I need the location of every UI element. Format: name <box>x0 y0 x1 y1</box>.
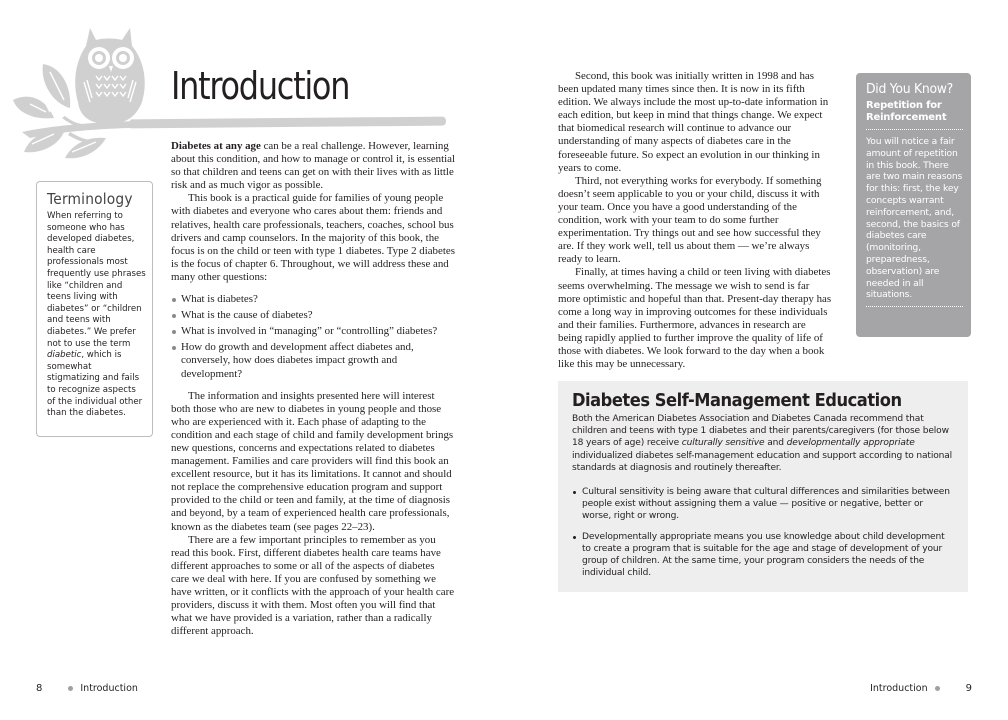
dsme-intro-part: and <box>764 438 787 449</box>
list-item: What is diabetes? <box>171 293 455 306</box>
dsme-bullet-list <box>572 486 954 579</box>
right-page-footer <box>870 683 972 694</box>
paragraph: The information and insights presented here will interest both those who are new to diabetes in young people and those who are experienced with it. Each phase of adapting to the condition and each stage of child and family development brings new questions, concerns and expectations related to diabetes management. Families and care providers will find this book an excellent resource, but it has its limitations. It cannot and should not replace the comprehensive education program and support provided to the child or teen and family, at the time of diagnosis and beyond, by a team of experienced health care professionals, known as the diabetes team (see pages 22–23). <box>171 389 454 533</box>
paragraph: There are a few important principles to remember as you read this book. First, different diabetes health care teams have different approaches to some or all of the aspects of diabetes care we deal with here. If you are confused by something we have written, or it conflicts with the approach of your health care providers, discuss it with them. Most often you will find that what we have provided is a variation, rather than a radically different approach. <box>171 533 455 638</box>
intro-rest: can be a real challenge. However, learning about this condition, and how to manage or control it, is essential so that children and teens can get on with their lives with as little risk and as much vigor as possible. <box>171 140 456 192</box>
paragraph: Finally, at times having a child or teen living with diabetes seems overwhelming. The message we wish to send is far more optimistic and hopeful than that. Present-day therapy has come a long way in improving outcomes for these individuals and their families. Furthermore, advances in research are being rapidly applied to further improve the quality of life of those with diabetes. We look forward to the day when a book like this may be unnecessary. <box>558 266 832 371</box>
terminology-title: Terminology <box>47 190 133 208</box>
paragraph: This book is a practical guide for families of young people with diabetes and everyone who cares about them: friends and relatives, health care professionals, teachers, coaches, school bus drivers and camp counselors. In the majority of this book, the focus is on the child or teen with type 1 diabetes. Type 2 diabetes is the focus of chapter 6. Throughout, we will address these and many other questions: <box>171 192 455 283</box>
paragraph: Second, this book was initially written in 1998 and has been updated many times since then. It is now in its fifth edition. We always include the most up-to-date information in each edition, but keep in mind that things change. We expect that biomedical research will continue to advance our understanding of many aspects of diabetes care in the foreseeable future. So expect an evolution in our thinking in years to come. <box>558 70 829 174</box>
dsme-title: Diabetes Self-Management Education <box>572 391 902 411</box>
bullet-dot-icon <box>935 686 940 691</box>
did-you-know-subtitle: Repetition for Reinforcement <box>866 100 947 123</box>
dsme-intro <box>572 413 954 474</box>
list-item: How do growth and development affect diabetes and, conversely, how does diabetes impact growth and development? <box>171 341 455 380</box>
paragraph: Third, not everything works for everybody. If something doesn’t seem applicable to you or your child, discuss it with your team. Once you have a good understanding of the condition, work with your team to do some further experimentation. Try things out and see how successful they are. If they work well, tell us about them — we’re always ready to learn. <box>558 174 822 266</box>
intro-lead: Diabetes at any age <box>171 140 261 152</box>
dsme-intro-part: Both the American Diabetes Association and Diabetes Canada recommend that children and teens with type 1 diabetes and their parents/caregivers (for those below 18 years of age) receive <box>572 414 949 449</box>
left-page-body <box>171 140 455 638</box>
bullet-dot-icon <box>68 686 73 691</box>
dsme-intro-part: individualized diabetes self-management education and support according to national standards at diagnosis and routinely thereafter. <box>572 450 953 473</box>
running-head: Introduction <box>870 683 928 694</box>
dsme-callout <box>558 381 968 592</box>
right-page-body <box>558 70 832 371</box>
terminology-text-part: , which is somewhat stigmatizing and fails to recognize aspects of the individual other than the diabetes. <box>47 350 143 419</box>
running-head: Introduction <box>80 683 138 694</box>
intro-paragraph <box>171 140 455 192</box>
branch-divider <box>130 117 446 129</box>
list-item: Cultural sensitivity is being aware that cultural differences and similarities between people exist without assigning them a value — positive or negative, better or worse, right or wrong. <box>572 486 954 523</box>
dotted-divider <box>866 306 963 307</box>
list-item: Developmentally appropriate means you use knowledge about child development to create a program that is suitable for the age and stage of development of your group of children. At the same time, your program considers the needs of the individual child. <box>572 531 954 580</box>
owl-illustration <box>10 20 170 170</box>
list-item: What is involved in “managing” or “controlling” diabetes? <box>171 325 455 338</box>
did-you-know-sidebar <box>856 73 971 337</box>
left-page-footer <box>36 683 138 694</box>
questions-list <box>171 293 455 381</box>
page-number: 9 <box>965 683 972 694</box>
did-you-know-text: You will notice a fair amount of repetition in this book. There are two main reasons for this: first, the key concepts warrant reinforcement, and, second, the basics of diabetes care (monitoring, preparedness, observation) are needed in all situations. <box>866 136 963 301</box>
terminology-sidebar <box>36 181 153 437</box>
dsme-italic-term: culturally sensitive <box>681 438 765 449</box>
terminology-text-part: When referring to someone who has developed diabetes, health care professionals most frequently use phrases like “children and teens living with diabetes” or “children and teens with diabetes.” We prefer not to use the term <box>47 211 146 349</box>
did-you-know-title: Did You Know? <box>866 81 953 97</box>
terminology-text <box>47 211 146 420</box>
terminology-italic-term: diabetic <box>47 350 82 361</box>
dsme-italic-term: developmentally appropriate <box>786 438 915 449</box>
dotted-divider <box>866 129 963 130</box>
chapter-title: Introduction <box>171 64 350 108</box>
list-item: What is the cause of diabetes? <box>171 309 455 322</box>
page-number: 8 <box>36 683 43 694</box>
